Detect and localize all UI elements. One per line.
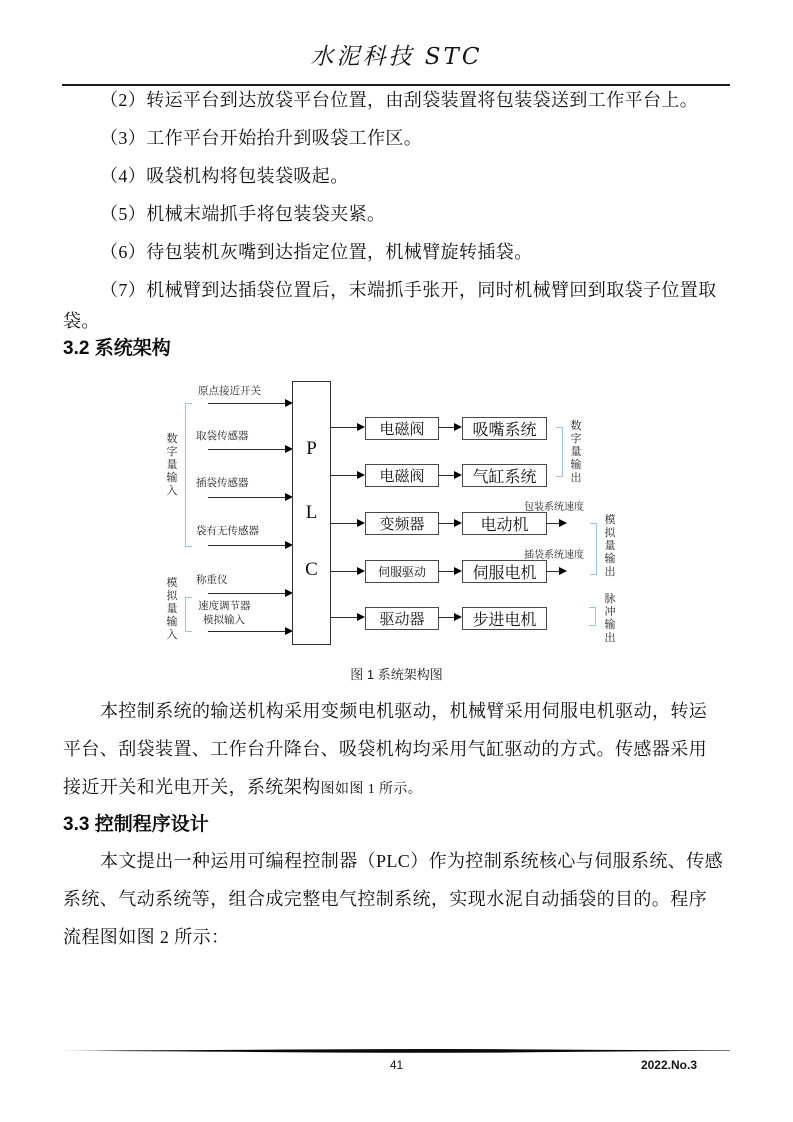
step-line-6: （6）待包装机灰嘴到达指定位置，机械臂旋转插袋。 — [100, 242, 533, 262]
driver-box-solenoid-valve-2: 电磁阀 — [365, 464, 439, 487]
figure-caption: 图 1 系统架构图 — [350, 667, 443, 682]
paragraph-text-small: 图如图 1 所示。 — [320, 782, 423, 797]
step-line-4: （4）吸袋机构将包装袋吸起。 — [100, 166, 349, 186]
input-label-analog-input: 模拟输入 — [203, 614, 245, 626]
device-box-suction-nozzle-system: 吸嘴系统 — [462, 417, 547, 440]
digital-input-bracket — [185, 403, 192, 547]
paragraph-line: 本控制系统的输送机构采用变频电机驱动，机械臂采用伺服电机驱动，转运 — [100, 701, 708, 721]
driver-box-stepper-driver: 驱动器 — [365, 607, 439, 630]
journal-title: 水泥科技 STC — [310, 44, 483, 70]
section-heading-3-2: 3.2 系统架构 — [63, 338, 171, 359]
device-box-servo-motor: 伺服电机 — [462, 560, 547, 583]
device-box-cylinder-system: 气缸系统 — [462, 464, 547, 487]
driver-device-wire — [438, 427, 455, 428]
arrowhead-icon — [454, 613, 462, 621]
plc-output-wire — [330, 427, 358, 428]
device-box-stepper-motor: 步进电机 — [462, 607, 547, 630]
arrowhead-icon — [454, 519, 462, 527]
speed-output-wire — [546, 571, 560, 572]
input-wire — [208, 631, 286, 632]
arrowhead-icon — [454, 567, 462, 575]
section-heading-3-3: 3.3 控制程序设计 — [63, 814, 209, 835]
paragraph-line: 流程图如图 2 所示： — [63, 927, 230, 947]
analog-input-bracket — [185, 597, 192, 632]
step-line-5: （5）机械末端抓手将包装袋夹紧。 — [100, 204, 386, 224]
input-wire — [208, 403, 286, 404]
system-architecture-diagram — [140, 375, 670, 665]
step-line-3: （3）工作平台开始抬升到吸袋工作区。 — [100, 128, 423, 148]
output-label-bag-insert-system-speed: 插袋系统速度 — [524, 550, 584, 561]
input-wire — [208, 497, 286, 498]
driver-box-frequency-converter: 变频器 — [365, 512, 439, 535]
driver-device-wire — [438, 571, 455, 572]
driver-box-solenoid-valve-1: 电磁阀 — [365, 417, 439, 440]
analog-output-group-label: 模拟量输出 — [604, 514, 616, 578]
plc-output-wire — [330, 617, 358, 618]
paragraph-line: 系统、气动系统等，组合成完整电气控制系统，实现水泥自动插袋的目的。程序 — [63, 889, 707, 909]
driver-device-wire — [438, 523, 455, 524]
digital-output-group-label: 数字量输出 — [570, 420, 582, 484]
input-label-bag-pick-sensor: 取袋传感器 — [196, 430, 249, 442]
footer-rule — [62, 1048, 730, 1054]
input-label-weighing-instrument: 称重仪 — [196, 574, 228, 586]
paragraph-line: 本文提出一种运用可编程控制器（PLC）作为控制系统核心与伺服系统、传感 — [100, 851, 724, 871]
arrowhead-icon — [357, 519, 365, 527]
paragraph-text-large: 接近开关和光电开关，系统架构 — [63, 777, 321, 797]
plc-letter-p: P — [306, 438, 317, 459]
device-box-electric-motor: 电动机 — [462, 512, 547, 535]
analog-output-bracket — [590, 523, 597, 575]
footer-page-number: 41 — [389, 1058, 404, 1072]
input-wire — [208, 593, 286, 594]
input-label-origin-proximity-switch: 原点接近开关 — [198, 385, 261, 397]
driver-box-servo-drive: 伺服驱动 — [365, 560, 439, 583]
footer-issue-label: 2022.No.3 — [640, 1058, 697, 1072]
plc-letter-l: L — [305, 502, 318, 523]
arrowhead-icon — [454, 423, 462, 431]
plc-output-wire — [330, 523, 358, 524]
arrowhead-icon — [357, 423, 365, 431]
paragraph-line — [63, 776, 422, 801]
driver-device-wire — [438, 475, 455, 476]
arrowhead-icon — [357, 471, 365, 479]
analog-input-group-label: 模拟量输入 — [166, 577, 178, 641]
plc-output-wire — [330, 475, 358, 476]
plc-letter-c: C — [305, 559, 318, 580]
digital-input-group-label: 数字量输入 — [166, 433, 178, 497]
input-wire — [208, 545, 286, 546]
plc-output-wire — [330, 571, 358, 572]
pulse-output-group-label: 脉冲输出 — [604, 593, 616, 644]
header-rule — [62, 84, 730, 86]
arrowhead-icon — [357, 613, 365, 621]
step-line-2: （2）转运平台到达放袋平台位置，由刮袋装置将包装袋送到工作平台上。 — [100, 90, 699, 110]
arrowhead-icon — [454, 471, 462, 479]
arrowhead-icon — [559, 567, 567, 575]
driver-device-wire — [438, 617, 455, 618]
pulse-output-bracket — [589, 607, 596, 626]
step-line-7: （7）机械臂到达插袋位置后，末端抓手张开，同时机械臂回到取袋子位置取 — [100, 280, 717, 300]
output-label-packing-system-speed: 包装系统速度 — [524, 502, 584, 513]
input-label-bag-insert-sensor: 插袋传感器 — [196, 477, 249, 489]
input-label-bag-presence-sensor: 袋有无传感器 — [196, 525, 259, 537]
step-line-7-wrap: 袋。 — [63, 311, 100, 331]
speed-output-wire — [546, 523, 560, 524]
input-wire — [208, 449, 286, 450]
input-label-speed-regulator: 速度调节器 — [198, 600, 251, 612]
arrowhead-icon — [357, 567, 365, 575]
digital-output-bracket — [556, 427, 563, 477]
paragraph-line: 平台、刮袋装置、工作台升降台、吸袋机构均采用气缸驱动的方式。传感器采用 — [63, 739, 707, 759]
arrowhead-icon — [559, 519, 567, 527]
